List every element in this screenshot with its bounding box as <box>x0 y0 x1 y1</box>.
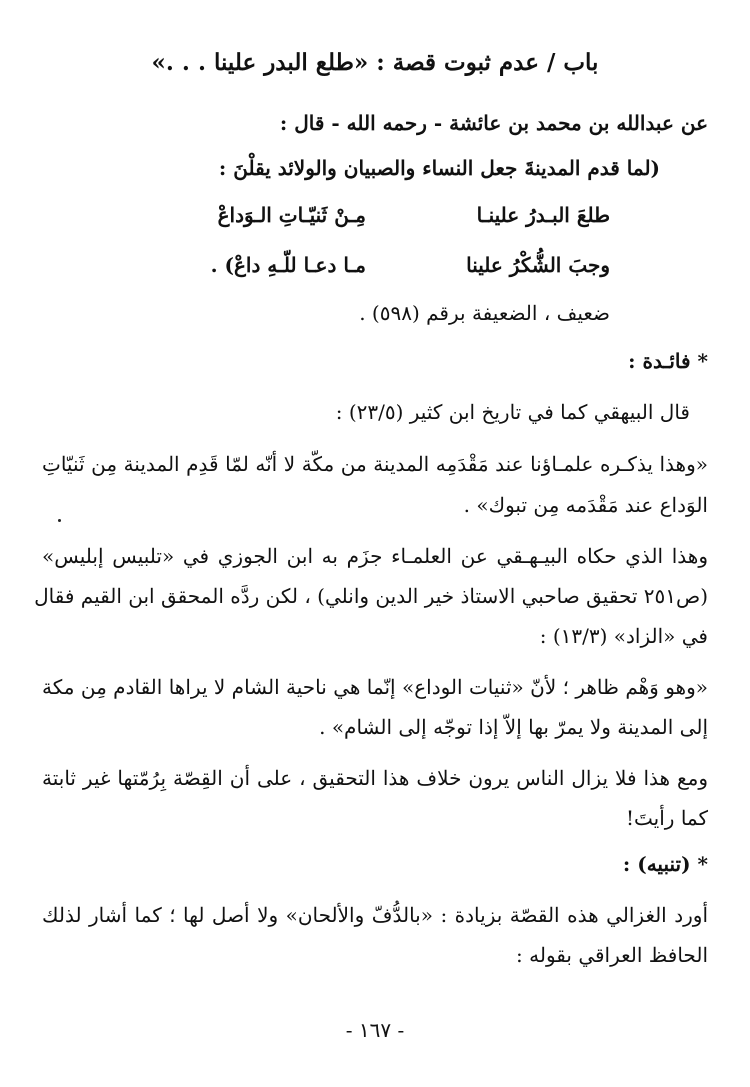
poem-line-1-first-hemistich: طلعَ البـدرُ علينـا <box>476 203 610 227</box>
asterisk-icon: * <box>697 349 708 373</box>
benefit-heading: فائـدة : <box>628 349 691 373</box>
paragraph-4-line-1: «وهو وَهْم ظاهر ؛ لأنّ «ثنيات الوداع» إنّما هي ناحية الشام لا يراها القادم مِن مكة <box>42 675 709 699</box>
benefit-heading-row <box>628 346 708 376</box>
narration-line: عن عبدالله بن محمد بن عائشة - رحمه الله - قال : <box>279 111 708 135</box>
paragraph-5-line-1: ومع هذا فلا يزال الناس يرون خلاف هذا التحقيق ، على أن القِصّة بِرُمّتها غير ثابتة <box>42 766 708 790</box>
paragraph-4-line-2: إلى المدينة ولا يمرّ بها إلاّ إذا توجّه إلى الشام» . <box>319 715 708 739</box>
page-number: - ١٦٧ - <box>345 1018 405 1042</box>
notice-heading-row <box>623 849 708 879</box>
stray-dot <box>58 519 61 522</box>
poem-line-2-second-hemistich: مـا دعـا للّـهِ داعْ) . <box>210 253 366 277</box>
poem-line-2-first-hemistich: وجبَ الشُّكْرُ علينا <box>466 253 610 277</box>
paragraph-2-line-1: «وهذا يذكـره علمـاؤنا عند مَقْدَمِه المدينة من مكّة لا أنّه لمّا قَدِم المدينة مِن ثَنيّاتِ <box>42 452 708 476</box>
paragraph-6-line-1: أورد الغزالي هذه القصّة بزيادة : «بالدُّفّ والألحان» ولا أصل لها ؛ كما أشار لذلك <box>42 903 708 927</box>
paragraph-1: قال البيهقي كما في تاريخ ابن كثير (٢٣/٥) : <box>335 400 690 424</box>
hadith-grading: ضعيف ، الضعيفة برقم (٥٩٨) . <box>359 301 610 325</box>
paragraph-5-line-2: كما رأيتَ! <box>626 806 708 830</box>
paragraph-3-line-1: وهذا الذي حكاه البيـهـقي عن العلمـاء جزَم به ابن الجوزي في «تلبيس إبليس» <box>42 544 708 568</box>
quote-intro: (لما قدم المدينةَ جعل النساء والصبيان والولائد يقلْنَ : <box>218 156 660 180</box>
paragraph-6-line-2: الحافظ العراقي بقوله : <box>516 943 708 967</box>
paragraph-3-line-3: في «الزاد» (١٣/٣) : <box>539 624 708 648</box>
paragraph-2-line-2: الوَداع عند مَقْدَمه مِن تبوك» . <box>463 493 708 517</box>
paragraph-3-line-2: (ص٢٥١ تحقيق صاحبي الاستاذ خير الدين وانلي) ، لكن ردَّه المحقق ابن القيم فقال <box>34 584 708 608</box>
page-title: باب / عدم ثبوت قصة : «طلع البدر علينا . . .» <box>151 49 599 76</box>
poem-line-1-second-hemistich: مِـنْ ثَنيّـاتِ الـوَداعْ <box>217 203 366 227</box>
asterisk-icon: * <box>697 852 708 876</box>
notice-heading: (تنبيه) : <box>622 852 691 876</box>
